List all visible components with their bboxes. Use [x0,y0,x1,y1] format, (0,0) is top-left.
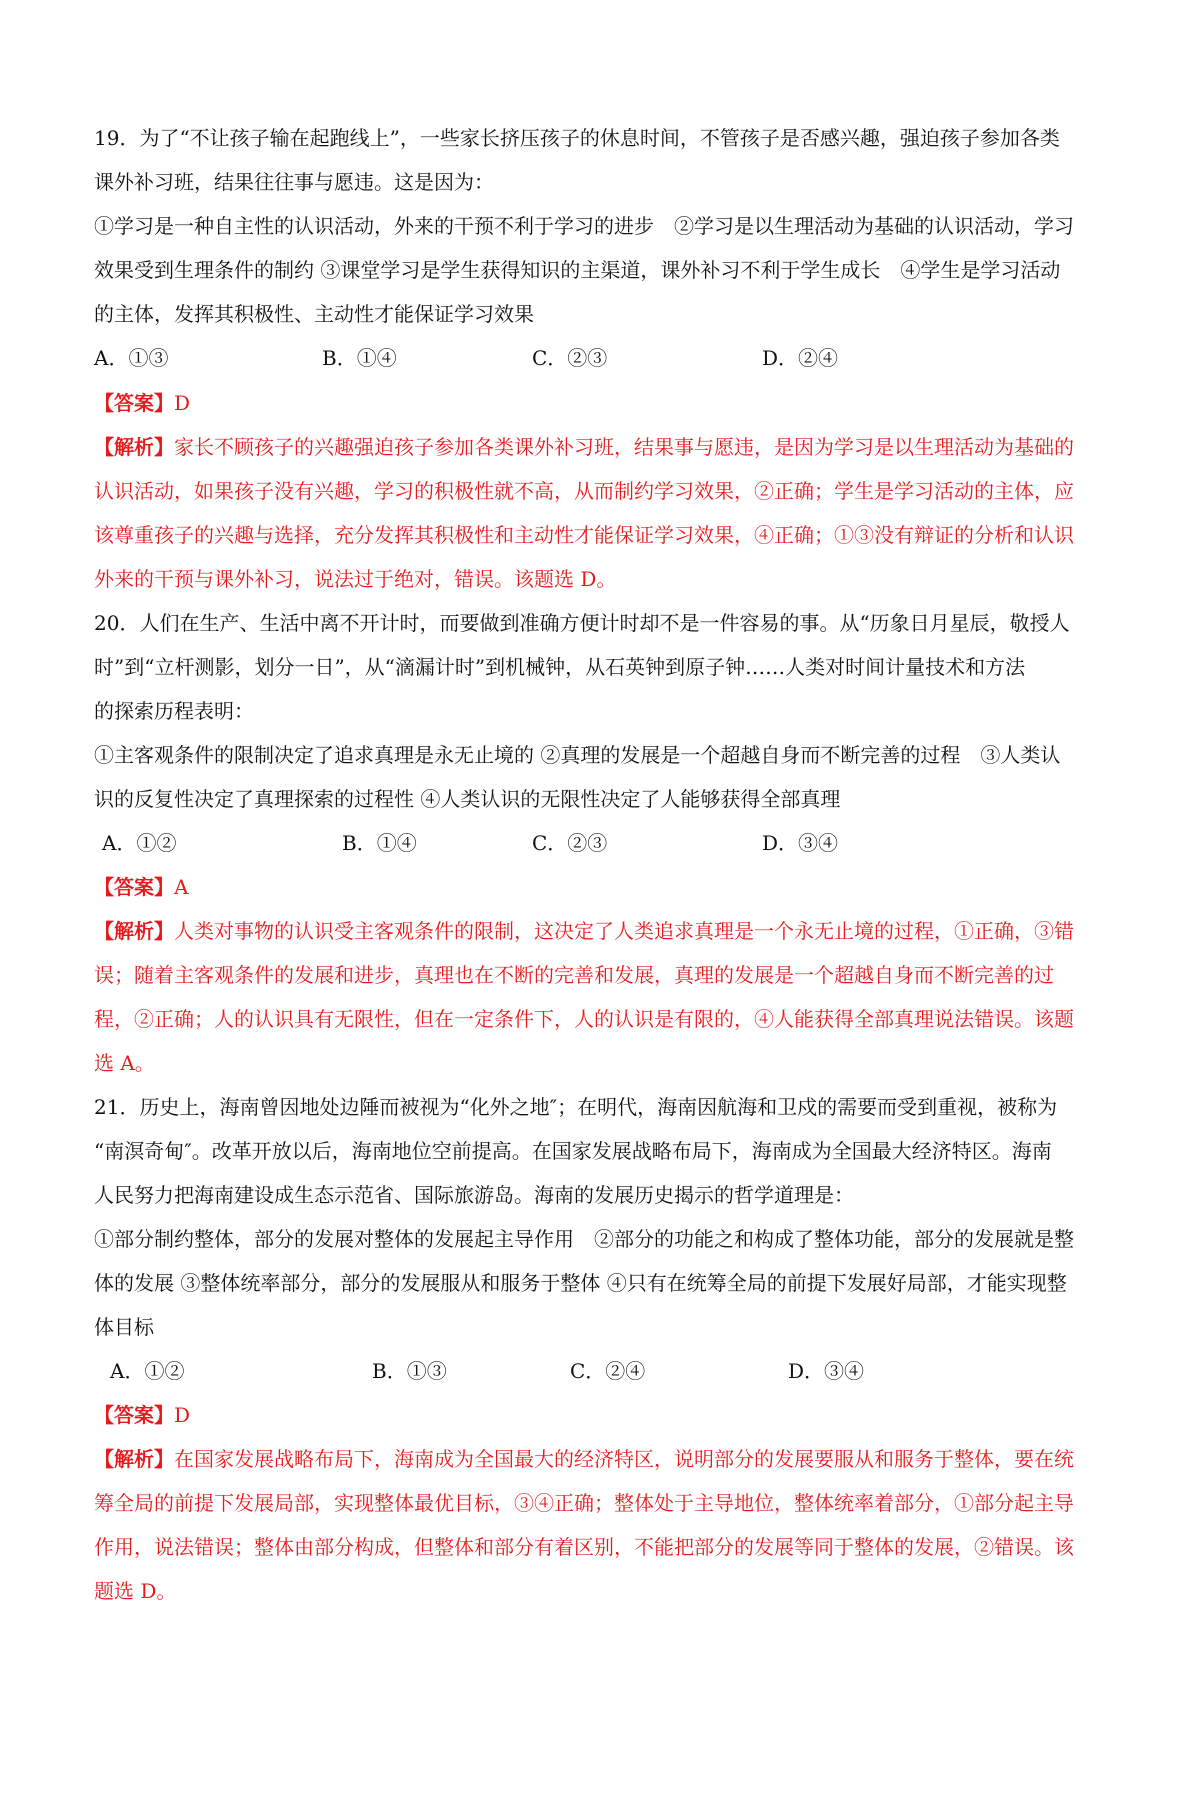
q20-analysis-line-2: 误；随着主客观条件的发展和进步，真理也在不断的完善和发展，真理的发展是一个超越自身而不断完善的过 [94,963,1054,987]
analysis-text: 在国家发展战略布局下，海南成为全国最大的经济特区，说明部分的发展要服从和服务于整体，要在统 [174,1447,1074,1471]
q19-option-b: B．①④ [322,346,397,370]
q21-statement-line-2: 体的发展 ③整体统率部分，部分的发展服从和服务于整体 ④只有在统筹全局的前提下发展好局部，才能实现整 [94,1271,1067,1295]
q19-stem-line-1: 19．为了“不让孩子输在起跑线上”，一些家长挤压孩子的休息时间，不管孩子是否感兴趣，强迫孩子参加各类 [94,126,1060,150]
answer-value: A [174,875,189,899]
q21-option-b: B．①③ [372,1359,447,1383]
q20-analysis-line-3: 程，②正确；人的认识具有无限性，但在一定条件下，人的认识是有限的，④人能获得全部真理说法错误。该题 [94,1007,1074,1031]
analysis-label: 【解析】 [94,435,174,459]
q19-answer [94,388,1124,418]
q21-analysis-line-3: 作用，说法错误；整体由部分构成，但整体和部分有着区别，不能把部分的发展等同于整体的发展，②错误。该 [94,1535,1074,1559]
q21-stem-line-3: 人民努力把海南建设成生态示范省、国际旅游岛。海南的发展历史揭示的哲学道理是： [94,1183,854,1207]
q19-statement-line-3: 的主体，发挥其积极性、主动性才能保证学习效果 [94,302,534,326]
q21-analysis-line-1 [94,1444,1124,1474]
q20-analysis-line-1 [94,916,1124,946]
answer-label: 【答案】 [94,391,174,415]
q21-option-d: D．③④ [788,1359,865,1383]
q20-statement-line-2: 识的反复性决定了真理探索的过程性 ④人类认识的无限性决定了人能够获得全部真理 [94,787,841,811]
q21-option-c: C．②④ [570,1359,646,1383]
q19-stem-line-2: 课外补习班，结果往往事与愿违。这是因为： [94,170,494,194]
q20-option-b: B．①④ [342,831,417,855]
answer-label: 【答案】 [94,875,174,899]
q20-option-c: C．②③ [532,831,608,855]
analysis-text: 人类对事物的认识受主客观条件的限制，这决定了人类追求真理是一个永无止境的过程，①正确，③错 [174,919,1074,943]
q21-statement-line-1: ①部分制约整体，部分的发展对整体的发展起主导作用 ②部分的功能之和构成了整体功能，部分的发展就是整 [94,1227,1074,1251]
q20-stem-line-3: 的探索历程表明： [94,699,254,723]
q20-analysis-line-4: 选 A。 [94,1051,155,1075]
q19-option-d: D．②④ [762,346,839,370]
answer-value: D [174,391,191,415]
q19-option-a: A．①③ [94,346,169,370]
q21-option-a: A．①② [110,1359,185,1383]
q19-option-c: C．②③ [532,346,608,370]
q19-statement-line-2: 效果受到生理条件的制约 ③课堂学习是学生获得知识的主渠道，课外补习不利于学生成长 ④学生是学习活动 [94,258,1061,282]
answer-label: 【答案】 [94,1403,174,1427]
analysis-label: 【解析】 [94,919,174,943]
q20-stem-line-1: 20．人们在生产、生活中离不开计时，而要做到准确方便计时却不是一件容易的事。从“历象日月星辰，敬授人 [94,611,1070,635]
q19-analysis-line-3: 该尊重孩子的兴趣与选择，充分发挥其积极性和主动性才能保证学习效果，④正确；①③没有辩证的分析和认识 [94,523,1074,547]
q21-analysis-line-4: 题选 D。 [94,1579,177,1603]
q19-analysis-line-2: 认识活动，如果孩子没有兴趣，学习的积极性就不高，从而制约学习效果，②正确；学生是学习活动的主体，应 [94,479,1074,503]
q21-stem-line-2: “南溟奇甸″。改革开放以后，海南地位空前提高。在国家发展战略布局下，海南成为全国最大经济特区。海南 [94,1139,1052,1163]
q20-option-a: A．①② [102,831,177,855]
q21-answer [94,1400,1124,1430]
analysis-label: 【解析】 [94,1447,174,1471]
q21-analysis-line-2: 筹全局的前提下发展局部，实现整体最优目标，③④正确；整体处于主导地位，整体统率着部分，①部分起主导 [94,1491,1074,1515]
q19-analysis-line-1 [94,432,1124,462]
answer-value: D [174,1403,191,1427]
q20-stem-line-2: 时”到“立杆测影，划分一日”，从“滴漏计时”到机械钟，从石英钟到原子钟……人类对时间计量技术和方法 [94,655,1026,679]
analysis-text: 家长不顾孩子的兴趣强迫孩子参加各类课外补习班，结果事与愿违，是因为学习是以生理活动为基础的 [174,435,1074,459]
q20-option-d: D．③④ [762,831,839,855]
q20-statement-line-1: ①主客观条件的限制决定了追求真理是永无止境的 ②真理的发展是一个超越自身而不断完善的过程 ③人类认 [94,743,1061,767]
q19-statement-line-1: ①学习是一种自主性的认识活动，外来的干预不利于学习的进步 ②学习是以生理活动为基础的认识活动，学习 [94,214,1074,238]
q21-statement-line-3: 体目标 [94,1315,154,1339]
q19-analysis-line-4: 外来的干预与课外补习，说法过于绝对，错误。该题选 D。 [94,567,617,591]
q20-answer [94,872,1124,902]
q21-stem-line-1: 21．历史上，海南曾因地处边陲而被视为“化外之地″；在明代，海南因航海和卫戍的需要而受到重视，被称为 [94,1095,1058,1119]
